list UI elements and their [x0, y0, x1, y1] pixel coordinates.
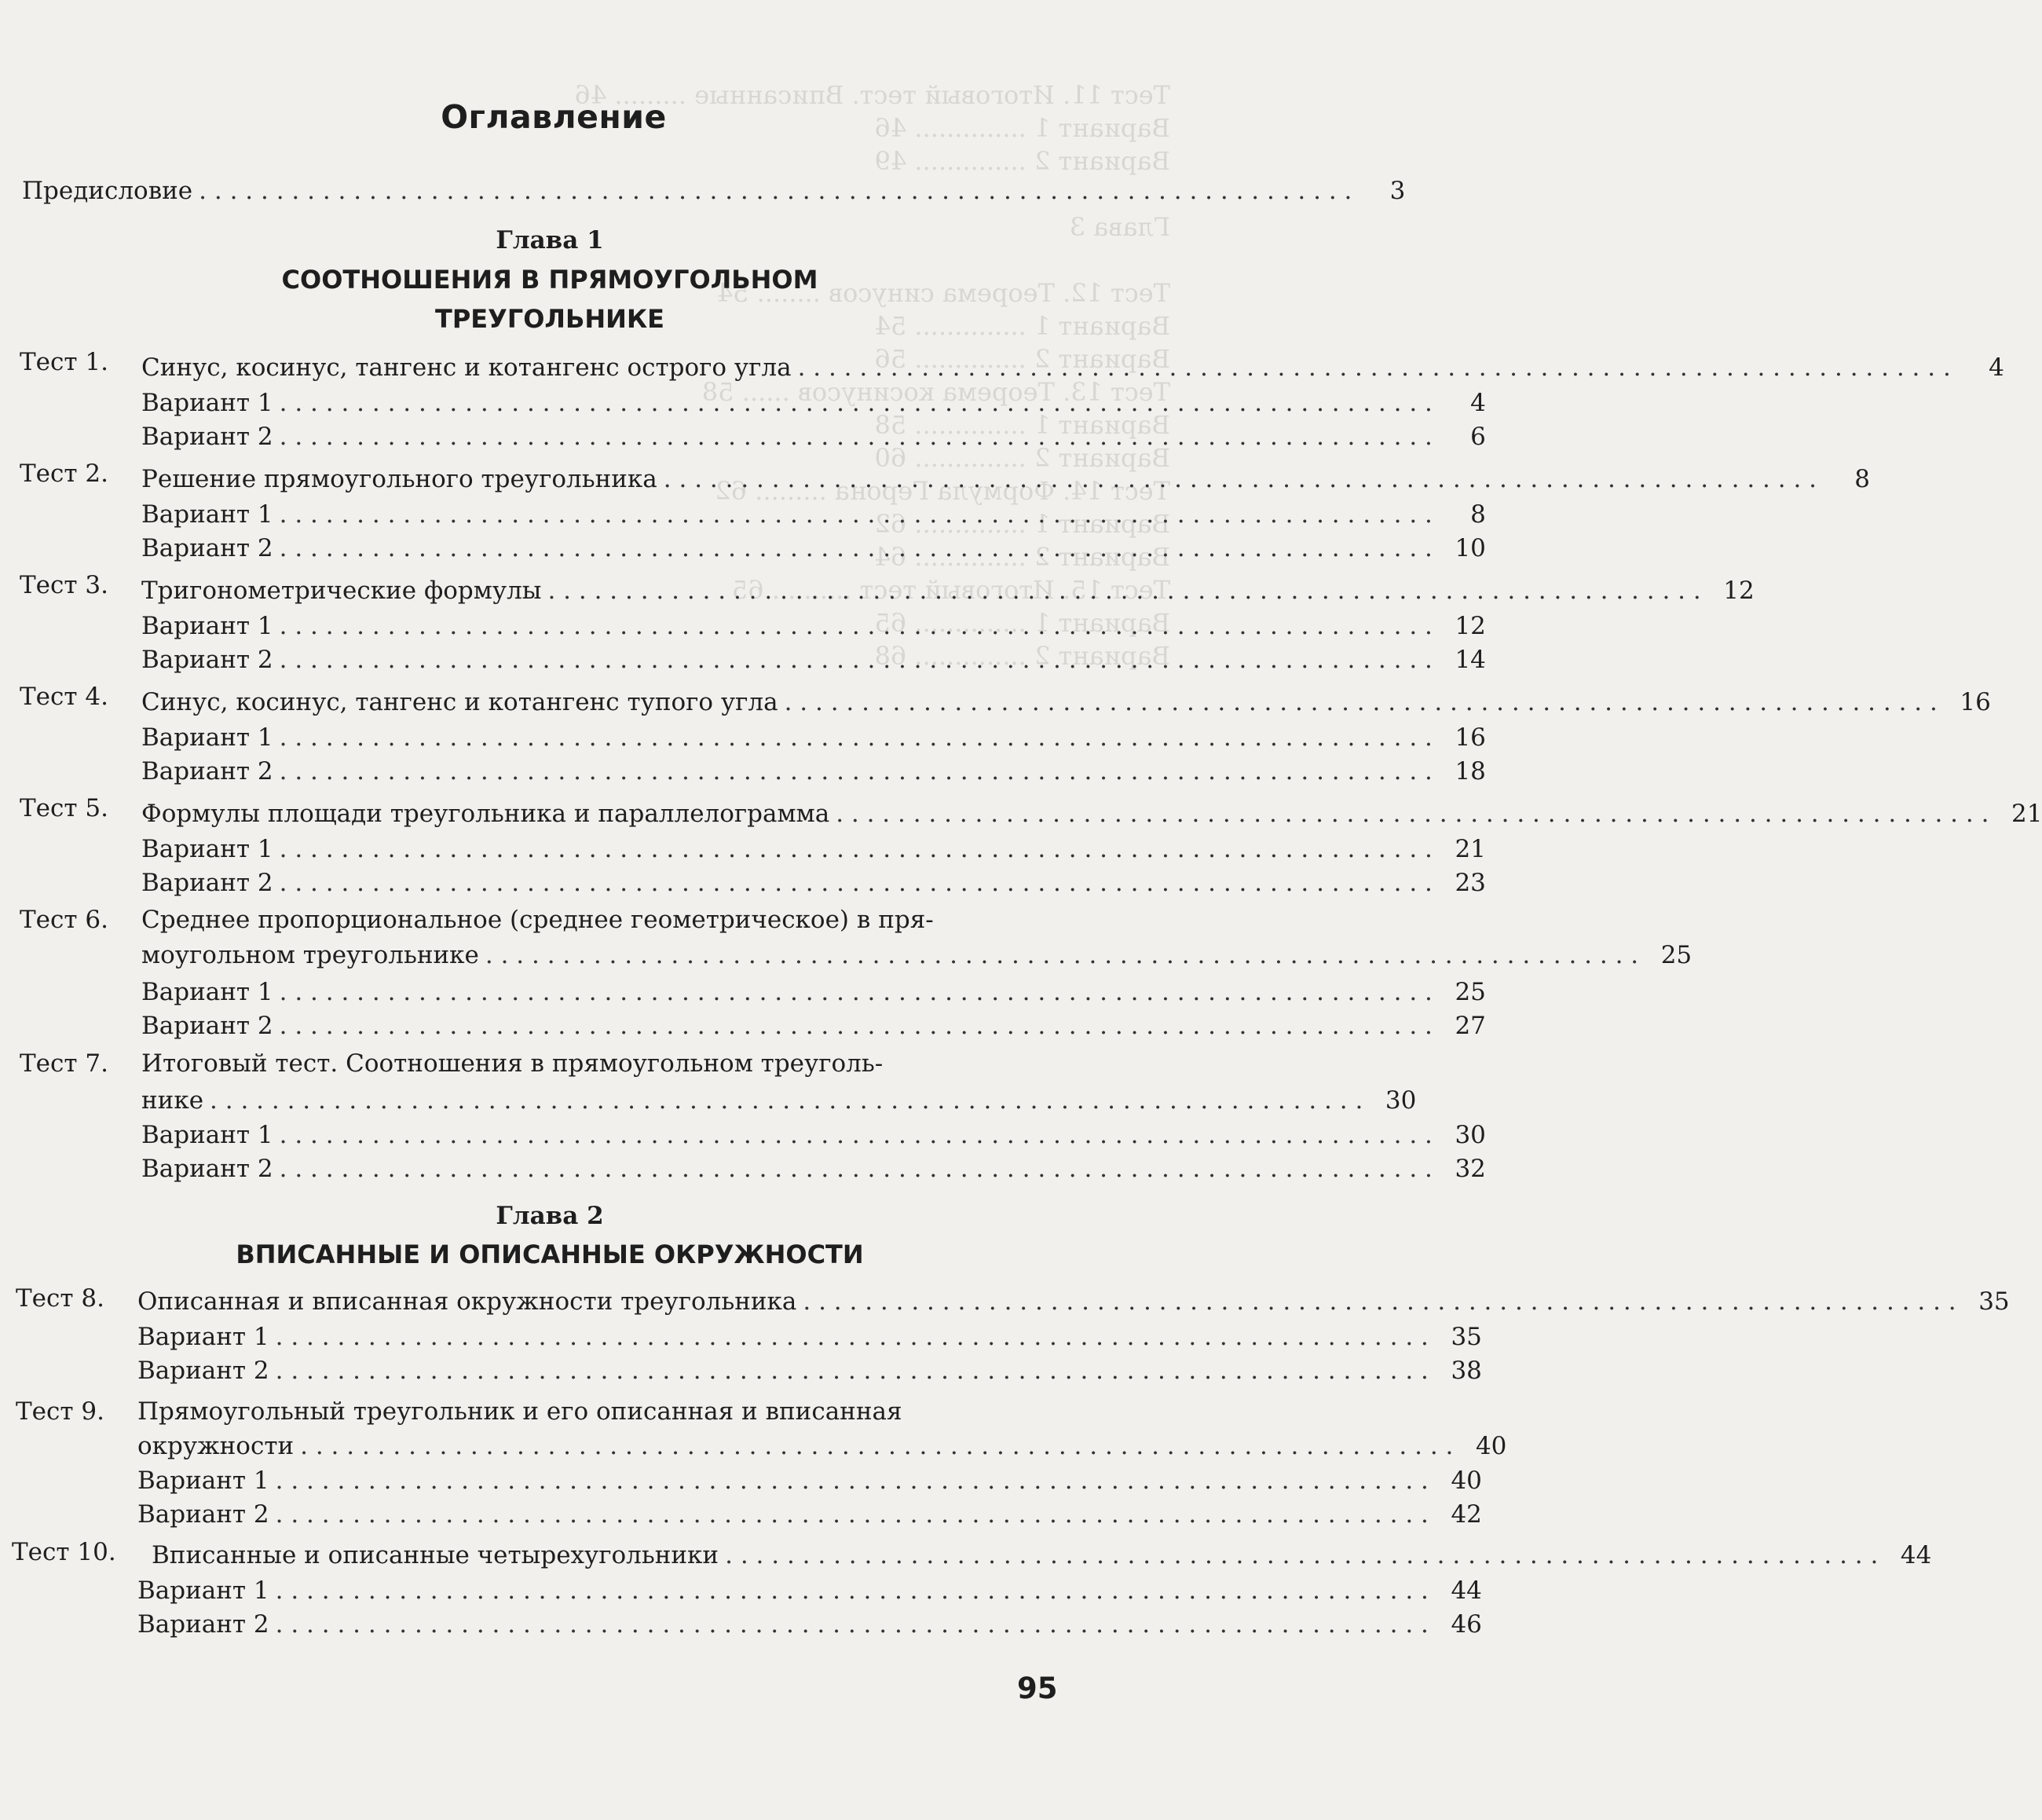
entry-page: 4	[1470, 389, 1486, 417]
toc-entry-variant[interactable]	[141, 721, 1486, 754]
entry-label-line1: Прямоугольный треугольник и его описанная и вписанная	[137, 1397, 902, 1426]
entry-page: 25	[1660, 941, 1693, 969]
toc-entry-test-5[interactable]	[141, 797, 2042, 830]
leader-dots	[280, 532, 1433, 565]
entry-label: Вариант 2	[141, 646, 273, 674]
toc-entry-test-2[interactable]	[141, 463, 1871, 496]
entry-label: Вариант 1	[137, 1576, 269, 1605]
leader-dots	[280, 755, 1433, 788]
leader-dots	[276, 1498, 1429, 1531]
toc-entry-variant[interactable]	[137, 1498, 1482, 1531]
toc-entry-variant[interactable]	[141, 643, 1486, 676]
toc-entry-test-7[interactable]	[141, 1084, 1417, 1117]
leader-dots	[210, 1084, 1363, 1117]
entry-label: окружности	[137, 1432, 295, 1460]
entry-label: Предисловие	[22, 177, 193, 205]
toc-entry-test-6[interactable]	[141, 939, 1693, 972]
entry-label: Вариант 1	[141, 389, 273, 417]
entry-label: Вариант 1	[141, 500, 273, 529]
entry-label: моугольном треугольнике	[141, 941, 479, 969]
toc-entry-variant[interactable]	[137, 1608, 1482, 1641]
leader-dots	[280, 1152, 1433, 1185]
entry-page: 40	[1475, 1432, 1507, 1460]
toc-entry-test-4[interactable]	[141, 686, 1991, 719]
entry-page: 44	[1900, 1541, 1932, 1569]
entry-page: 42	[1451, 1500, 1482, 1529]
toc-entry-variant[interactable]	[137, 1320, 1482, 1353]
leader-dots	[798, 351, 1951, 384]
entry-label-line1: Среднее пропорциональное (среднее геометрическое) в пря-	[141, 906, 934, 934]
test-number: Тест 3.	[20, 571, 108, 599]
entry-label: Вариант 1	[141, 978, 273, 1006]
entry-label: Тригонометрические формулы	[141, 577, 542, 605]
leader-dots	[785, 686, 1938, 719]
entry-label: нике	[141, 1086, 204, 1115]
entry-page: 27	[1455, 1012, 1486, 1040]
entry-label: Вписанные и описанные четырехугольники	[152, 1541, 719, 1569]
entry-label: Формулы площади треугольника и параллелограмма	[141, 800, 830, 828]
leader-dots	[199, 174, 1352, 207]
toc-entry-variant[interactable]	[141, 866, 1486, 899]
entry-page: 16	[1960, 688, 1991, 716]
entry-page: 46	[1451, 1610, 1482, 1639]
leader-dots	[725, 1539, 1878, 1572]
entry-page: 23	[1455, 869, 1486, 897]
entry-label: Синус, косинус, тангенс и котангенс тупого угла	[141, 688, 778, 716]
entry-page: 12	[1723, 577, 1755, 605]
entry-page: 21	[1455, 835, 1486, 863]
entry-page: 32	[1455, 1155, 1486, 1183]
toc-entry-variant[interactable]	[141, 386, 1486, 419]
entry-page: 18	[1455, 757, 1486, 785]
test-number: Тест 10.	[12, 1538, 116, 1566]
entry-page: 40	[1451, 1467, 1482, 1495]
entry-page: 25	[1455, 978, 1486, 1006]
toc-entry-preface[interactable]	[22, 174, 1406, 207]
test-number: Тест 4.	[20, 683, 108, 711]
entry-label: Вариант 2	[141, 1155, 273, 1183]
toc-entry-variant[interactable]	[137, 1354, 1482, 1387]
leader-dots	[547, 574, 1700, 607]
leader-dots	[300, 1430, 1453, 1463]
leader-dots	[280, 610, 1433, 643]
chapter-heading: Глава 2	[496, 1202, 604, 1230]
leader-dots	[664, 463, 1817, 496]
leader-dots	[836, 797, 1989, 830]
entry-page: 44	[1451, 1576, 1482, 1605]
chapter-title-line: ТРЕУГОЛЬНИКЕ	[435, 304, 664, 334]
entry-page: 30	[1385, 1086, 1417, 1115]
entry-page: 4	[1989, 353, 2004, 382]
leader-dots	[280, 1009, 1433, 1042]
entry-label: Вариант 2	[137, 1500, 269, 1529]
leader-dots	[276, 1354, 1429, 1387]
entry-label: Вариант 1	[141, 723, 273, 752]
leader-dots	[280, 420, 1433, 453]
entry-page: 38	[1451, 1357, 1482, 1385]
leader-dots	[280, 976, 1433, 1009]
toc-entry-variant[interactable]	[141, 976, 1486, 1009]
toc-entry-variant[interactable]	[141, 498, 1486, 531]
entry-page: 35	[1978, 1287, 2010, 1316]
toc-entry-test-3[interactable]	[141, 574, 1755, 607]
chapter-heading: Глава 1	[496, 226, 604, 255]
entry-page: 30	[1455, 1121, 1486, 1149]
entry-label: Вариант 1	[141, 612, 273, 640]
entry-label: Вариант 1	[137, 1467, 269, 1495]
entry-page: 10	[1455, 534, 1486, 562]
leader-dots	[276, 1320, 1429, 1353]
entry-label: Вариант 2	[137, 1610, 269, 1639]
entry-label: Вариант 2	[141, 757, 273, 785]
leader-dots	[276, 1464, 1429, 1497]
entry-label-line1: Итоговый тест. Соотношения в прямоугольном треуголь-	[141, 1049, 884, 1078]
leader-dots	[276, 1608, 1429, 1641]
leader-dots	[280, 721, 1433, 754]
toc-entry-variant[interactable]	[141, 755, 1486, 788]
entry-label: Вариант 2	[137, 1357, 269, 1385]
chapter-title-line: СООТНОШЕНИЯ В ПРЯМОУГОЛЬНОМ	[281, 265, 818, 295]
show-through-text: Тест 11. Итоговый тест. Вписанные ......... 46 Вариант 1 .............. 46 Вариант 2 .............. 49 Глава 3 Тест 12. Теорема синусов ........ 54 Вариант 1 .............. 54 Вариант 2 .............. 56 Тест 13. Теорема косинусов ...... 58 Вариант 1 .............. 58 Вариант 2 .............. 60 Тест 14. Формула Герона ......... 62 Вариант 1 .............. 62 Вариант 2 .............. 64 Тест 15. Итоговый тест .......... 65 Вариант 1 .............. 65 Вариант 2 .............. 68	[574, 80, 1170, 671]
leader-dots	[280, 1119, 1433, 1152]
entry-page: 14	[1455, 646, 1486, 674]
entry-label: Вариант 2	[141, 423, 273, 451]
entry-label: Решение прямоугольного треугольника	[141, 465, 657, 493]
leader-dots	[280, 866, 1433, 899]
test-number: Тест 2.	[20, 460, 108, 488]
test-number: Тест 8.	[16, 1284, 104, 1313]
toc-entry-test-10[interactable]	[152, 1539, 1932, 1572]
toc-entry-variant[interactable]	[141, 1119, 1486, 1152]
test-number: Тест 9.	[16, 1397, 104, 1426]
entry-page: 3	[1389, 177, 1406, 205]
toc-entry-test-1[interactable]	[141, 351, 2004, 384]
entry-page: 21	[2011, 800, 2042, 828]
entry-page: 35	[1451, 1323, 1482, 1351]
leader-dots	[280, 498, 1433, 531]
entry-label: Вариант 2	[141, 869, 273, 897]
toc-entry-variant[interactable]	[141, 1009, 1486, 1042]
leader-dots	[803, 1285, 1956, 1318]
leader-dots	[276, 1574, 1429, 1607]
chapter-title-line: ВПИСАННЫЕ И ОПИСАННЫЕ ОКРУЖНОСТИ	[236, 1240, 864, 1269]
toc-entry-variant[interactable]	[141, 532, 1486, 565]
entry-page: 8	[1470, 500, 1486, 529]
toc-entry-variant[interactable]	[141, 610, 1486, 643]
toc-entry-variant[interactable]	[141, 1152, 1486, 1185]
entry-label: Синус, косинус, тангенс и котангенс острого угла	[141, 353, 792, 382]
entry-label: Вариант 1	[141, 835, 273, 863]
entry-page: 6	[1470, 423, 1486, 451]
entry-page: 16	[1455, 723, 1486, 752]
entry-page: 12	[1455, 612, 1486, 640]
toc-entry-variant[interactable]	[141, 420, 1486, 453]
leader-dots	[280, 386, 1433, 419]
toc-entry-variant[interactable]	[137, 1464, 1482, 1497]
entry-page: 8	[1854, 465, 1871, 493]
test-number: Тест 7.	[20, 1049, 108, 1078]
leader-dots	[280, 833, 1433, 866]
toc-entry-test-8[interactable]	[137, 1285, 2010, 1318]
page-number: 95	[1017, 1672, 1058, 1705]
toc-entry-test-9[interactable]	[137, 1430, 1507, 1463]
entry-label: Вариант 2	[141, 1012, 273, 1040]
entry-label: Вариант 1	[141, 1121, 273, 1149]
entry-label: Вариант 1	[137, 1323, 269, 1351]
page-title: Оглавление	[441, 98, 667, 136]
test-number: Тест 6.	[20, 906, 108, 934]
toc-entry-variant[interactable]	[137, 1574, 1482, 1607]
toc-entry-variant[interactable]	[141, 833, 1486, 866]
entry-label: Описанная и вписанная окружности треугольника	[137, 1287, 797, 1316]
leader-dots	[485, 939, 1638, 972]
test-number: Тест 1.	[20, 348, 108, 376]
entry-label: Вариант 2	[141, 534, 273, 562]
leader-dots	[280, 643, 1433, 676]
test-number: Тест 5.	[20, 794, 108, 822]
